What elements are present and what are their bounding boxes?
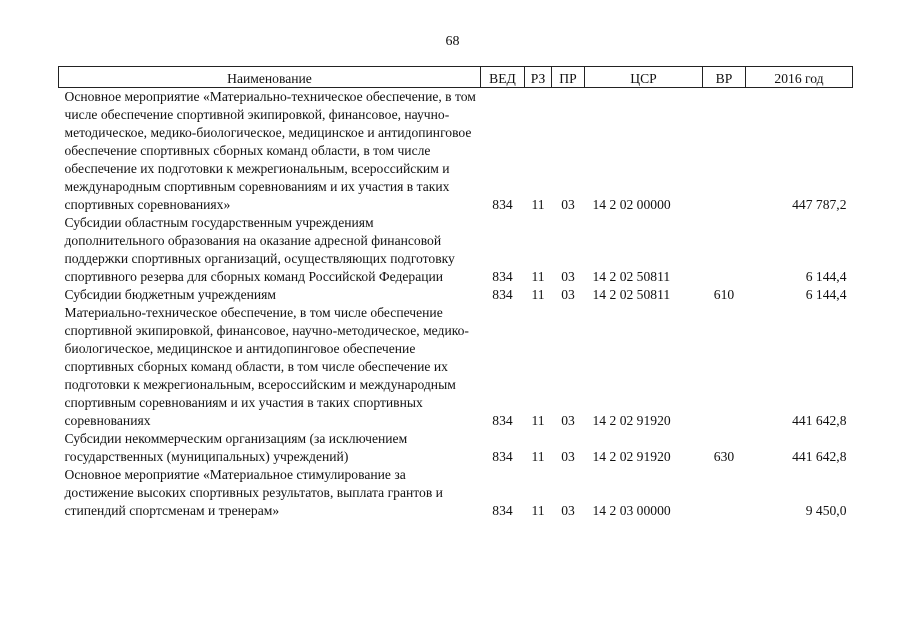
row-ved: 834 (492, 449, 513, 464)
row-amount: 6 144,4 (805, 287, 847, 302)
row-csr: 14 2 02 91920 (592, 449, 671, 464)
table-row (59, 214, 853, 286)
row-amount: 9 450,0 (805, 503, 847, 518)
row-pr: 03 (561, 413, 575, 428)
row-rz: 11 (531, 413, 545, 428)
row-rz: 11 (531, 503, 545, 518)
row-rz: 11 (531, 287, 545, 302)
row-rz: 11 (531, 449, 545, 464)
row-amount: 447 787,2 (792, 197, 847, 212)
table-row (59, 88, 853, 215)
row-name: Основное мероприятие «Материально-техническое обеспечение, в том числе обеспечение спортивной экипировкой, финансовое, научно-методическое, медико-биологическое, медицинское и антидопинговое обеспечение спортивных сборных команд области, в том числе обеспечение их подготовки к межрегиональным, всероссийским и международным спортивным соревнованиям и их участия в таких спортивных соревнованиях» (64, 89, 476, 212)
row-csr: 14 2 02 50811 (592, 287, 671, 302)
header-ved: ВЕД (481, 67, 525, 88)
row-name: Субсидии бюджетным учреждениям (64, 287, 277, 302)
row-vr (703, 214, 746, 286)
row-ved: 834 (492, 287, 513, 302)
row-ved: 834 (492, 269, 513, 284)
row-amount: 441 642,8 (792, 449, 847, 464)
row-csr: 14 2 03 00000 (592, 503, 671, 518)
row-name: Субсидии областным государственным учреждениям дополнительного образования на оказание адресной финансовой поддержки спортивных организаций, осуществляющих подготовку спортивного резерва для сборных команд Российской Федерации (64, 215, 455, 284)
row-pr: 03 (561, 269, 575, 284)
header-vr: ВР (703, 67, 746, 88)
row-csr: 14 2 02 91920 (592, 413, 671, 428)
row-ved: 834 (492, 413, 513, 428)
table-row (59, 304, 853, 430)
table-header-row (59, 67, 853, 88)
row-amount: 6 144,4 (805, 269, 847, 284)
header-name: Наименование (59, 67, 481, 88)
page-number: 68 (445, 34, 460, 49)
table-row (59, 466, 853, 520)
row-ved: 834 (492, 503, 513, 518)
row-pr: 03 (561, 197, 575, 212)
header-pr: ПР (552, 67, 585, 88)
row-name: Основное мероприятие «Материальное стимулирование за достижение высоких спортивных результатов, выплата грантов и стипендий спортсменам и тренерам» (64, 467, 443, 518)
row-amount: 441 642,8 (792, 413, 847, 428)
row-csr: 14 2 02 00000 (592, 197, 671, 212)
row-vr (703, 466, 746, 520)
header-csr: ЦСР (585, 67, 703, 88)
table-row (59, 430, 853, 466)
row-rz: 11 (531, 197, 545, 212)
row-pr: 03 (561, 287, 575, 302)
row-vr: 610 (713, 287, 735, 302)
row-vr: 630 (713, 449, 735, 464)
row-pr: 03 (561, 503, 575, 518)
row-rz: 11 (531, 269, 545, 284)
row-name: Материально-техническое обеспечение, в том числе обеспечение спортивной экипировкой, финансовое, научно-методическое, медико-биологическое, медицинское и антидопинговое обеспечение спортивных сборных команд области, в том числе обеспечение их подготовки к межрегиональным, всероссийским и международным спортивным соревнованиям и их участия в таких спортивных соревнованиях (64, 305, 469, 428)
header-year: 2016 год (746, 67, 853, 88)
row-vr (703, 88, 746, 215)
row-vr (703, 304, 746, 430)
row-ved: 834 (492, 197, 513, 212)
row-name: Субсидии некоммерческим организациям (за исключением государственных (муниципальных) учреждений) (64, 431, 408, 464)
budget-table (58, 66, 853, 520)
row-pr: 03 (561, 449, 575, 464)
header-rz: РЗ (525, 67, 552, 88)
table-row (59, 286, 853, 304)
row-csr: 14 2 02 50811 (592, 269, 671, 284)
